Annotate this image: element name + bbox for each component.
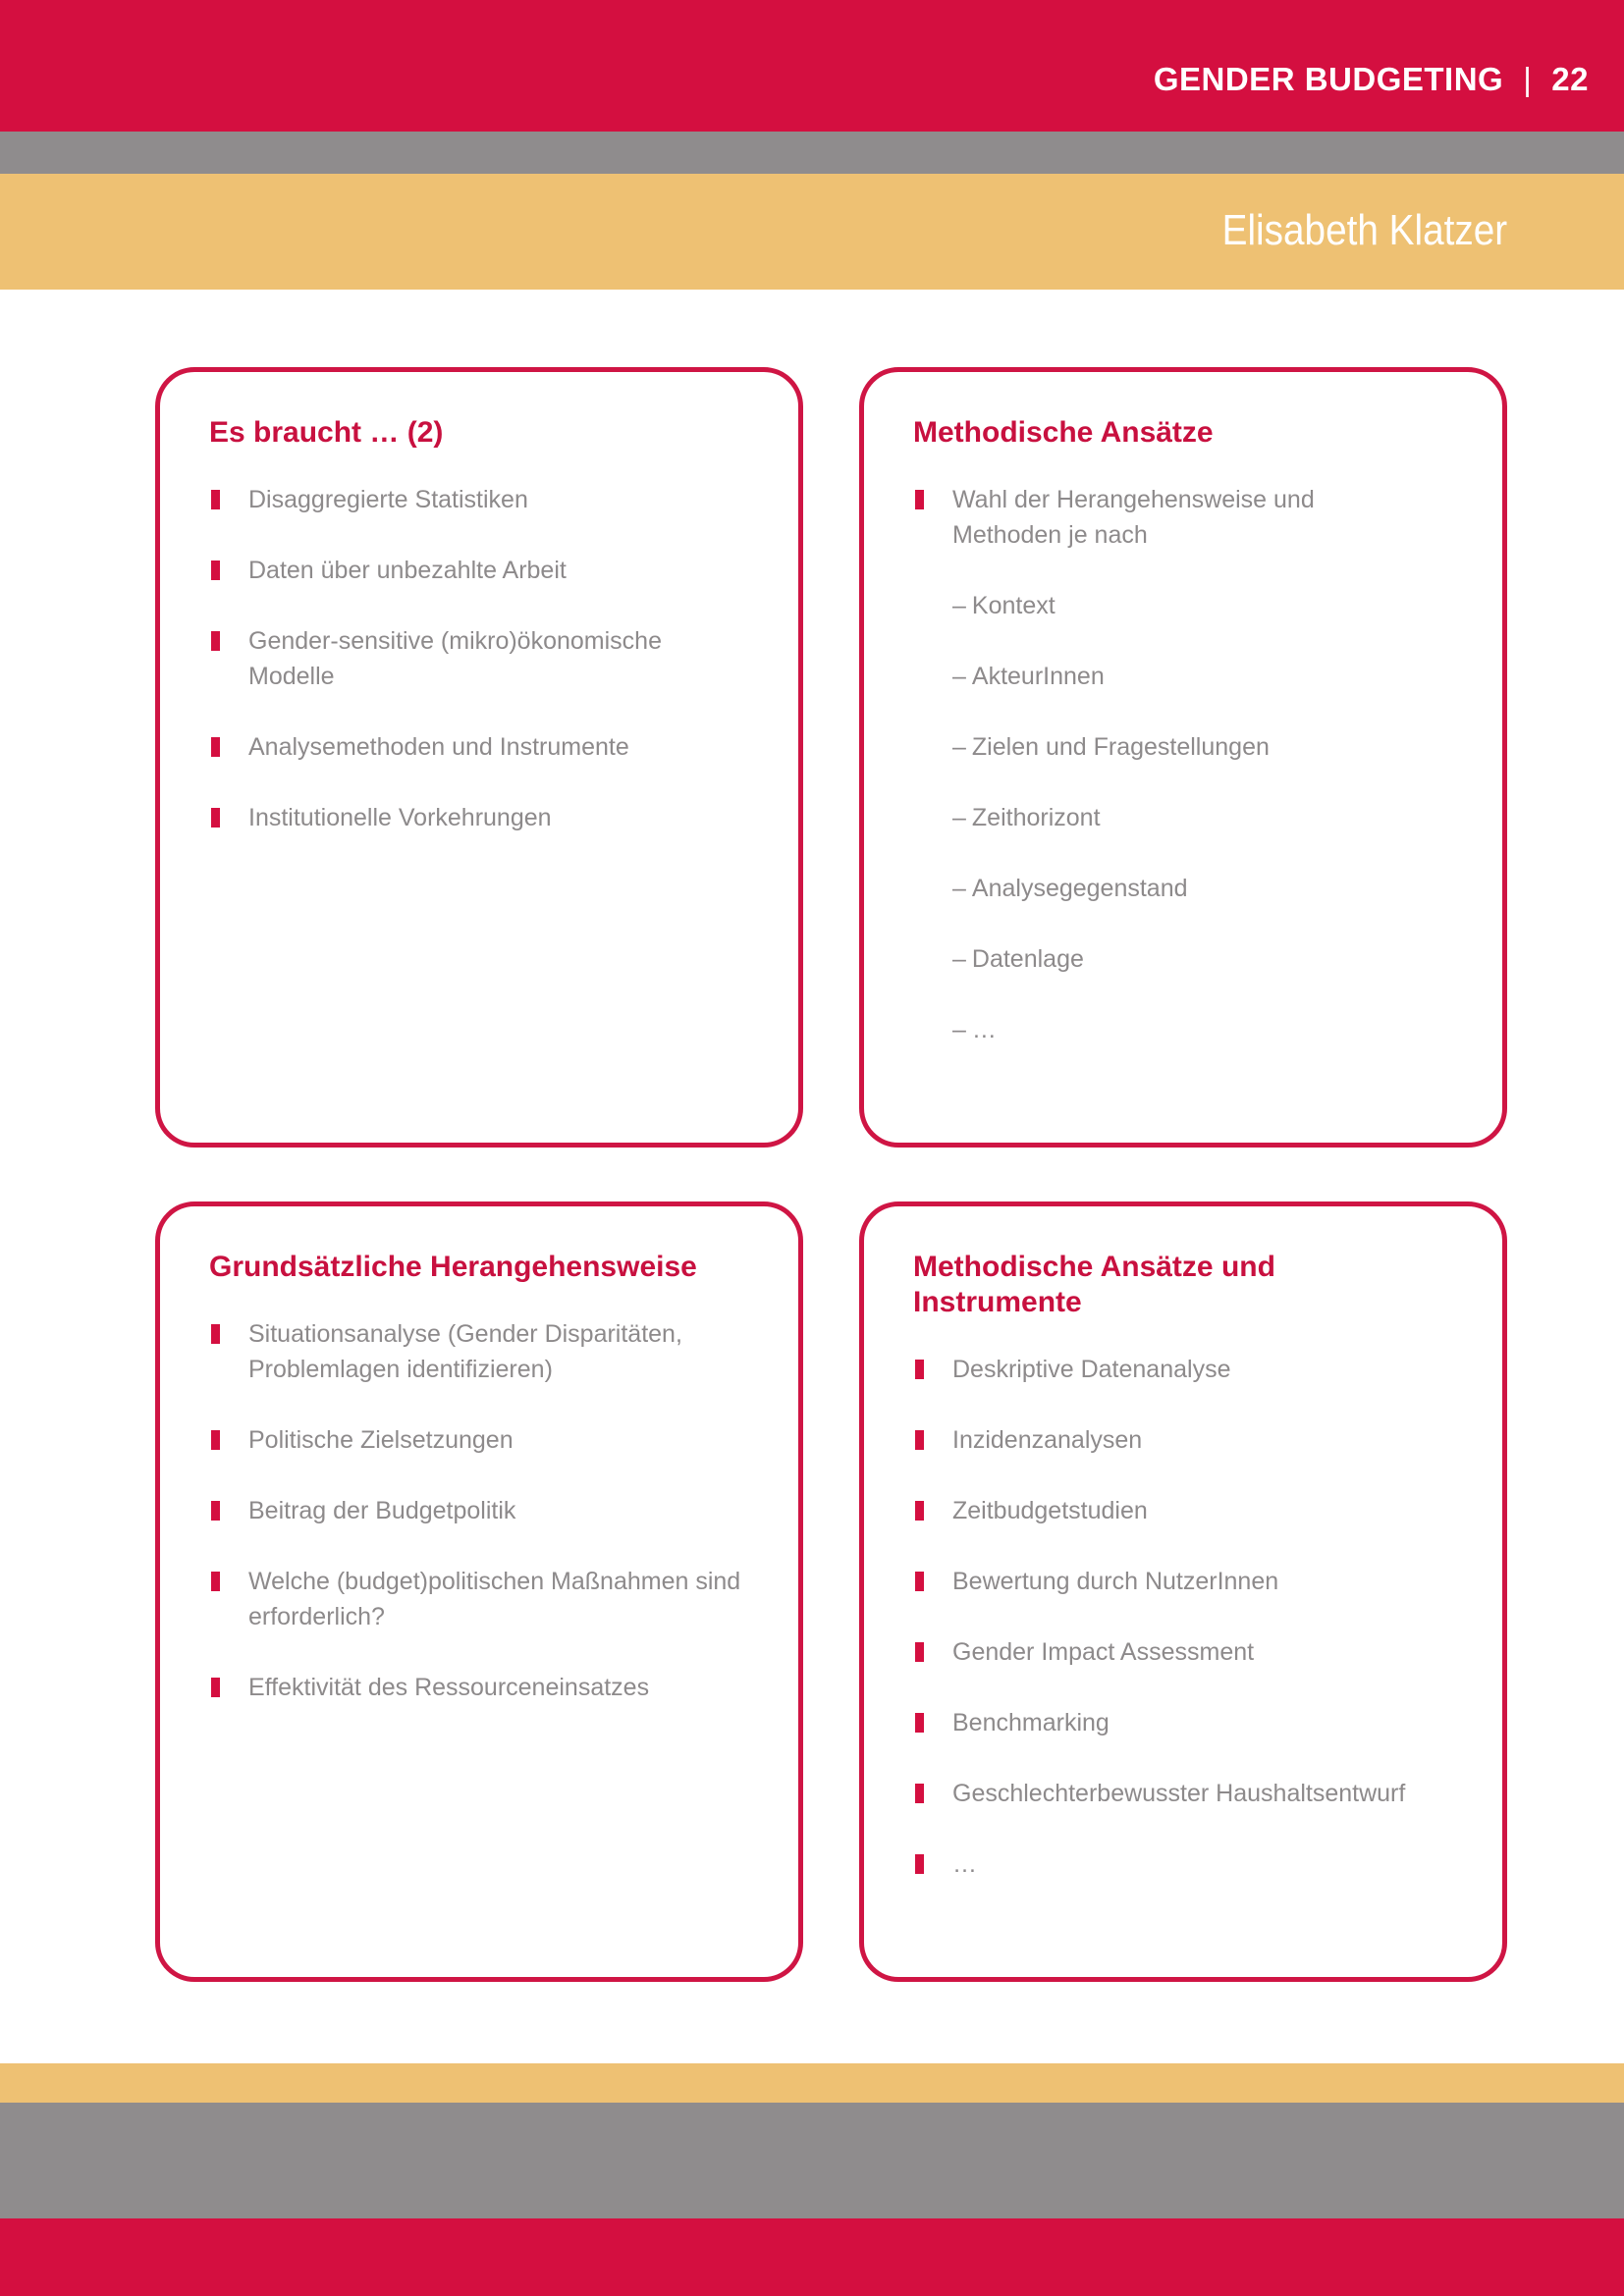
footer-gold-band bbox=[0, 2063, 1624, 2103]
bullet-marker bbox=[915, 490, 924, 509]
header-separator: | bbox=[1523, 61, 1533, 97]
footer-red-band bbox=[0, 2218, 1624, 2296]
list-item: Bewertung durch NutzerInnen bbox=[913, 1564, 1384, 1599]
sub-list-item: – AkteurInnen bbox=[952, 663, 1105, 690]
list-item: Zeitbudgetstudien bbox=[913, 1493, 1384, 1528]
bullet-list bbox=[913, 1352, 1406, 1882]
bullet-marker bbox=[211, 1572, 220, 1591]
bullet-marker bbox=[211, 1501, 220, 1521]
header-grey-band bbox=[0, 132, 1624, 174]
list-item: Wahl der Herangehensweise und Methoden je nach bbox=[913, 482, 1424, 553]
page-number: 22 bbox=[1551, 61, 1589, 97]
running-header bbox=[1154, 61, 1589, 98]
bullet-marker bbox=[211, 490, 220, 509]
list-item: Gender Impact Assessment bbox=[913, 1634, 1384, 1670]
list-item: Beitrag der Budgetpolitik bbox=[209, 1493, 749, 1528]
sub-list-item: – … bbox=[952, 1016, 997, 1043]
bullet-marker bbox=[211, 737, 220, 757]
list-item: Gender-sensitive (mikro)ökonomische Modelle bbox=[209, 623, 749, 694]
list-item: Benchmarking bbox=[913, 1705, 1384, 1740]
card-heading: Es braucht … (2) bbox=[209, 416, 444, 449]
bullet-marker bbox=[915, 1501, 924, 1521]
bullet-marker bbox=[211, 561, 220, 580]
bullet-list bbox=[913, 482, 1424, 1047]
bullet-marker bbox=[915, 1572, 924, 1591]
document-title: GENDER BUDGETING bbox=[1153, 61, 1504, 97]
bullet-marker bbox=[915, 1713, 924, 1733]
card-es-braucht bbox=[155, 367, 803, 1148]
bullet-marker bbox=[211, 1324, 220, 1344]
sub-list-item: – Kontext bbox=[952, 592, 1056, 619]
list-item: Disaggregierte Statistiken bbox=[209, 482, 749, 517]
card-heading: Methodische Ansätze und Instrumente bbox=[913, 1251, 1275, 1318]
bullet-marker bbox=[211, 808, 220, 828]
bullet-marker bbox=[915, 1360, 924, 1379]
sub-list-item: – Analysegegenstand bbox=[952, 875, 1188, 902]
card-methodische-ansaetze-instrumente bbox=[859, 1201, 1507, 1982]
sub-list-item: – Zielen und Fragestellungen bbox=[952, 733, 1270, 761]
bullet-marker bbox=[915, 1854, 924, 1874]
list-item: Welche (budget)politischen Maßnahmen sind erforderlich? bbox=[209, 1564, 749, 1634]
bullet-list bbox=[209, 482, 749, 835]
list-item: Effektivität des Ressourceneinsatzes bbox=[209, 1670, 749, 1705]
author-name: Elisabeth Klatzer bbox=[1221, 206, 1507, 254]
bullet-marker bbox=[915, 1642, 924, 1662]
bullet-marker bbox=[915, 1784, 924, 1803]
bullet-marker bbox=[915, 1430, 924, 1450]
card-heading: Methodische Ansätze bbox=[913, 416, 1214, 449]
list-item: Politische Zielsetzungen bbox=[209, 1422, 749, 1458]
list-item: Analysemethoden und Instrumente bbox=[209, 729, 749, 765]
list-item: Inzidenzanalysen bbox=[913, 1422, 1384, 1458]
bullet-list bbox=[209, 1316, 749, 1705]
footer-grey-band bbox=[0, 2103, 1624, 2218]
bullet-marker bbox=[211, 631, 220, 651]
sub-list-item: – Zeithorizont bbox=[952, 804, 1101, 831]
card-grundsaetzliche-herangehensweise bbox=[155, 1201, 803, 1982]
bullet-marker bbox=[211, 1678, 220, 1697]
list-item: Daten über unbezahlte Arbeit bbox=[209, 553, 749, 588]
card-methodische-ansaetze bbox=[859, 367, 1507, 1148]
list-item: … bbox=[913, 1846, 1384, 1882]
list-item: Geschlechterbewusster Haushaltsentwurf bbox=[913, 1776, 1384, 1811]
list-item: Deskriptive Datenanalyse bbox=[913, 1352, 1384, 1387]
bullet-marker bbox=[211, 1430, 220, 1450]
card-heading: Grundsätzliche Herangehensweise bbox=[209, 1251, 697, 1283]
list-item: Situationsanalyse (Gender Disparitäten, Problemlagen identifizieren) bbox=[209, 1316, 749, 1387]
list-item: Institutionelle Vorkehrungen bbox=[209, 800, 749, 835]
sub-list-item: – Datenlage bbox=[952, 945, 1084, 973]
